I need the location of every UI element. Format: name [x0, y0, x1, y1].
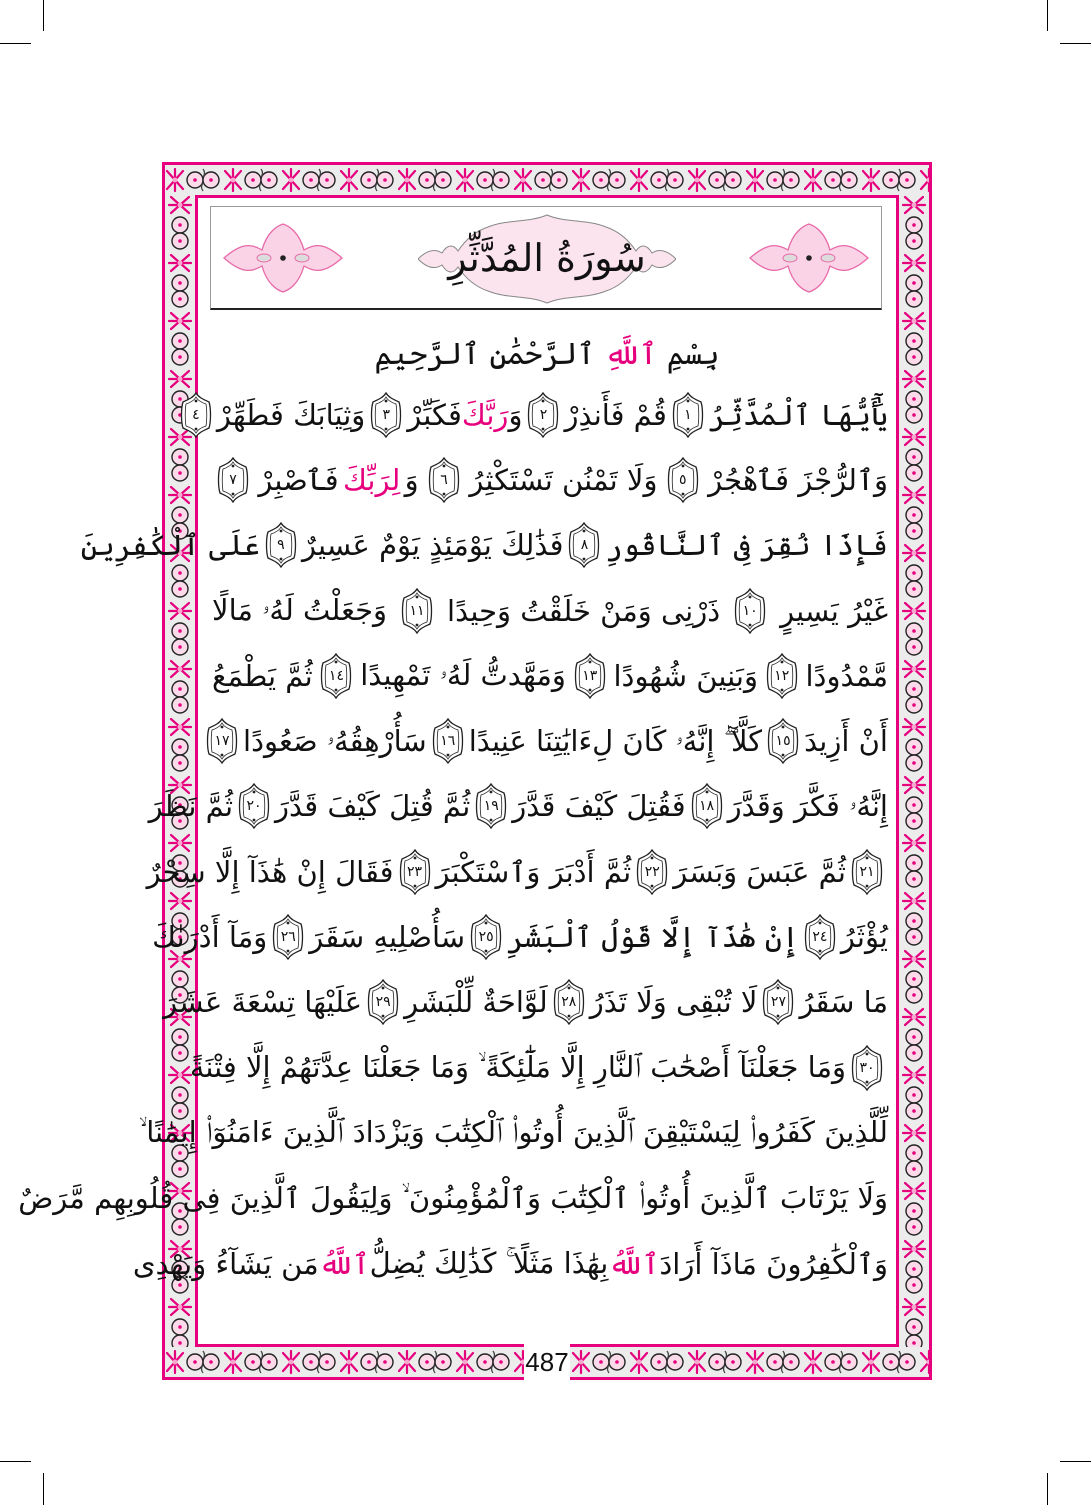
- verse-text: لَوَّاحَةٌ لِّلْبَشَرِ: [404, 985, 548, 1020]
- verse-text-highlighted: ٱللَّهُ: [608, 1246, 660, 1281]
- verse-text: فَإِذَا نُقِرَ فِى ٱلنَّاقُورِ: [605, 528, 888, 563]
- verse-text: فَذَٰلِكَ يَوْمَئِذٍ يَوْمٌ عَسِيرٌ: [301, 528, 564, 563]
- ayah-number-marker: [733, 588, 767, 634]
- ayah-number-marker: [671, 392, 705, 438]
- ayah-number-marker: [690, 783, 724, 829]
- verse-line: [132, 1231, 888, 1296]
- verse-line: [18, 1166, 888, 1231]
- verse-text: ذَرْنِى وَمَنْ خَلَقْتُ وَحِيدًا: [447, 593, 721, 628]
- verse-text: عَلَى ٱلْكَٰفِرِينَ: [80, 528, 260, 563]
- ayah-number: ٢٤: [812, 929, 828, 946]
- ayah-number: ٢١: [859, 863, 875, 880]
- verse-text: يُؤْثَرُ: [840, 920, 888, 955]
- ayah-number-marker: [552, 979, 586, 1025]
- verse-text: وَ: [508, 397, 523, 432]
- ayah-number: ٣٠: [859, 1059, 875, 1076]
- ayah-number-marker: [369, 392, 403, 438]
- ayah-number: ٣: [382, 406, 391, 423]
- ayah-number-marker: [635, 849, 669, 895]
- verse-text: ثُمَّ نَظَرَ: [148, 789, 234, 824]
- verse-line: [192, 382, 888, 447]
- ayah-number-marker: [526, 392, 560, 438]
- verse-text: فَكَبِّرْ: [407, 397, 462, 432]
- basmala-part-2: ٱلرَّحْمَٰنِ ٱلرَّحِيمِ: [374, 337, 595, 372]
- ayah-number: ٩: [277, 537, 285, 554]
- crop-mark-top-left-h: [0, 43, 31, 44]
- verse-text: وَجَعَلْتُ لَهُۥ مَالًا: [212, 593, 388, 628]
- basmala-allah: ٱللَّهِ: [604, 337, 658, 372]
- ayah-number: ١٣: [582, 667, 598, 684]
- verse-text: لِّلَّذِينَ كَفَرُوا۟ لِيَسْتَيْقِنَ ٱلَّذِينَ أُوتُوا۟ ٱلْكِتَٰبَ وَيَزْدَادَ ٱلَّذِينَ ءَامَنُوٓا۟ إِيمَٰنًا ۙ: [138, 1115, 888, 1150]
- header-ornament-left-icon: [222, 222, 344, 294]
- ayah-number: ٨: [580, 537, 589, 554]
- ayah-number: ١٤: [328, 667, 344, 684]
- verse-text: مَن يَشَآءُ وَيَهْدِى: [132, 1246, 319, 1281]
- verse-text: وَٱلْكَٰفِرُونَ مَاذَآ أَرَادَ: [659, 1246, 888, 1281]
- ayah-number: ١: [684, 406, 692, 423]
- verse-text: سَأُصْلِيهِ سَقَرَ: [309, 920, 466, 955]
- crop-mark-bottom-right-h: [1060, 1461, 1091, 1462]
- verse-text: وَبَنِينَ شُهُودًا: [613, 658, 758, 693]
- ayah-number: ١٠: [742, 602, 758, 619]
- ayah-number-marker: [216, 457, 250, 503]
- ayah-number-marker: [765, 653, 799, 699]
- verse-line: [212, 578, 888, 643]
- ayah-number-marker: [400, 588, 434, 634]
- ayah-number-marker: [850, 1045, 884, 1091]
- ayah-number-marker: [766, 718, 800, 764]
- ayah-number: ٢٩: [375, 994, 391, 1011]
- ayah-number-marker: [398, 849, 432, 895]
- ayah-number: ٥: [679, 471, 687, 488]
- verse-text-highlighted: رَبَّكَ: [461, 397, 509, 432]
- ayah-number: ١٨: [699, 798, 715, 815]
- verse-text: وَٱلرُّجْزَ فَٱهْجُرْ: [708, 462, 888, 497]
- verse-line: [212, 643, 888, 708]
- ayah-number: ٢٥: [478, 929, 494, 946]
- verse-line: [189, 1035, 888, 1100]
- ayah-number-marker: [469, 914, 503, 960]
- ayah-number: ١٢: [774, 667, 790, 684]
- ayah-number: ٧: [229, 471, 237, 488]
- ayah-number: ٦: [440, 471, 448, 488]
- surah-title: سُورَةُ المُدَّثِّرِ: [448, 236, 646, 280]
- crop-mark-bottom-right-v: [1047, 1473, 1048, 1505]
- ayah-number-marker: [474, 783, 508, 829]
- ayah-number: ٢٣: [407, 863, 423, 880]
- verse-text: إِنَّهُۥ فَكَّرَ وَقَدَّرَ: [727, 788, 888, 823]
- verse-text: فَقَالَ إِنْ هَٰذَآ إِلَّا سِحْرٌ: [146, 854, 394, 889]
- verse-text: وَمَهَّدتُّ لَهُۥ تَمْهِيدًا: [360, 658, 566, 693]
- ayah-number: ٢٨: [561, 994, 577, 1011]
- verse-line: [138, 1100, 888, 1165]
- verse-text: وَمَا جَعَلْنَآ أَصْحَٰبَ ٱلنَّارِ إِلَّا مَلَٰٓئِكَةً ۙ وَمَا جَعَلْنَا عِدَّتَهُمْ إِلَّا فِتْنَةً: [189, 1050, 846, 1085]
- page-number: 487: [525, 1346, 569, 1377]
- verse-text: وَمَآ أَدْرَىٰكَ: [152, 920, 268, 955]
- verse-text: بِهَٰذَا مَثَلًا ۚ كَذَٰلِكَ يُضِلُّ: [369, 1246, 609, 1280]
- ayah-number-marker: [271, 914, 305, 960]
- ayah-number: ٢٦: [280, 929, 296, 946]
- crop-mark-top-left-v: [43, 0, 44, 31]
- verse-text-highlighted: ٱللَّهُ: [318, 1246, 370, 1281]
- verse-text-highlighted: لِرَبِّكَ: [342, 462, 401, 497]
- ayah-number: ٢: [539, 406, 548, 423]
- ayah-number-marker: [803, 914, 837, 960]
- verse-text: ثُمَّ عَبَسَ وَبَسَرَ: [673, 854, 846, 889]
- border-ornament-right: [899, 195, 929, 1347]
- ayah-number-marker: [761, 979, 795, 1025]
- ayah-number: ٤: [192, 406, 200, 423]
- crop-mark-bottom-left-v: [43, 1473, 44, 1505]
- ayah-number: ١٧: [214, 733, 230, 750]
- ayah-number-marker: [319, 653, 353, 699]
- verse-text: فَقُتِلَ كَيْفَ قَدَّرَ: [512, 789, 686, 824]
- verse-line: [152, 904, 888, 969]
- verse-line: [163, 970, 888, 1035]
- ayah-number: ١٥: [775, 733, 791, 750]
- verse-line: [212, 447, 888, 512]
- ayah-number-marker: [179, 392, 213, 438]
- ayah-number-marker: [666, 457, 700, 503]
- verse-text: عَلَيْهَا تِسْعَةَ عَشَرَ: [163, 985, 363, 1020]
- verse-text: قُمْ فَأَنذِرْ: [564, 397, 667, 432]
- verse-text: ثُمَّ أَدْبَرَ وَٱسْتَكْبَرَ: [435, 854, 632, 889]
- ayah-number-marker: [573, 653, 607, 699]
- basmala-part-1: بِسْمِ: [666, 337, 720, 372]
- verse-text: وَ: [404, 462, 419, 497]
- verse-line: [80, 513, 888, 578]
- verse-text: وَلَا يَرْتَابَ ٱلَّذِينَ أُوتُوا۟ ٱلْكِتَٰبَ وَٱلْمُؤْمِنُونَ ۙ وَلِيَقُولَ ٱلَّذِينَ فِى قُلُوبِهِم مَّرَضٌ: [18, 1180, 888, 1215]
- ayah-number: ١٩: [483, 798, 499, 815]
- ayah-number-marker: [427, 457, 461, 503]
- ayah-number-marker: [567, 522, 601, 568]
- verse-line: [212, 708, 888, 773]
- border-ornament-top: [165, 165, 929, 195]
- crop-mark-top-right-h: [1060, 43, 1091, 44]
- verse-text: وَلَا تَمْنُن تَسْتَكْثِرُ: [469, 462, 658, 497]
- crop-mark-top-right-v: [1047, 0, 1048, 31]
- verse-text: سَأُرْهِقُهُۥ صَعُودًا: [243, 723, 427, 758]
- verse-text: يَٰٓأَيُّهَا ٱلْمُدَّثِّرُ: [708, 397, 888, 432]
- crop-mark-bottom-left-h: [0, 1461, 31, 1462]
- ayah-number-marker: [366, 979, 400, 1025]
- page-number-box: [524, 1342, 570, 1382]
- ayah-number: ١٦: [440, 733, 456, 750]
- ayah-number-marker: [205, 718, 239, 764]
- verse-text: كَلَّآ ۖ إِنَّهُۥ كَانَ لِءَايَٰتِنَا عَنِيدًا: [468, 723, 763, 758]
- verse-text: لَا تُبْقِى وَلَا تَذَرُ: [589, 985, 758, 1020]
- ayah-number-marker: [264, 522, 298, 568]
- ayah-number-marker: [850, 849, 884, 895]
- verse-text: أَنْ أَزِيدَ: [804, 724, 888, 759]
- verse-text: مَا سَقَرُ: [799, 985, 888, 1020]
- ayah-number: ٢٠: [246, 798, 262, 815]
- verse-text: غَيْرُ يَسِيرٍ: [780, 593, 888, 628]
- ayah-number: ٢٧: [770, 994, 786, 1011]
- ayah-number-marker: [431, 718, 465, 764]
- verse-line: [148, 774, 888, 839]
- verse-text-block: [18, 382, 888, 1296]
- basmala: [200, 330, 894, 380]
- verse-text: مَّمْدُودًا: [805, 658, 888, 693]
- ayah-number-marker: [237, 783, 271, 829]
- ayah-number: ١١: [409, 602, 425, 619]
- verse-text: ثُمَّ قُتِلَ كَيْفَ قَدَّرَ: [275, 789, 471, 824]
- ayah-number: ٢٢: [644, 863, 660, 880]
- verse-text: فَٱصْبِرْ: [258, 462, 339, 497]
- header-ornament-right-icon: [748, 222, 870, 294]
- verse-text: إِنْ هَٰذَآ إِلَّا قَوْلُ ٱلْبَشَرِ: [507, 920, 799, 955]
- verse-text: وَثِيَابَكَ فَطَهِّرْ: [216, 397, 366, 432]
- verse-line: [146, 839, 888, 904]
- border-ornament-left: [165, 195, 195, 1347]
- verse-text: ثُمَّ يَطْمَعُ: [212, 658, 313, 693]
